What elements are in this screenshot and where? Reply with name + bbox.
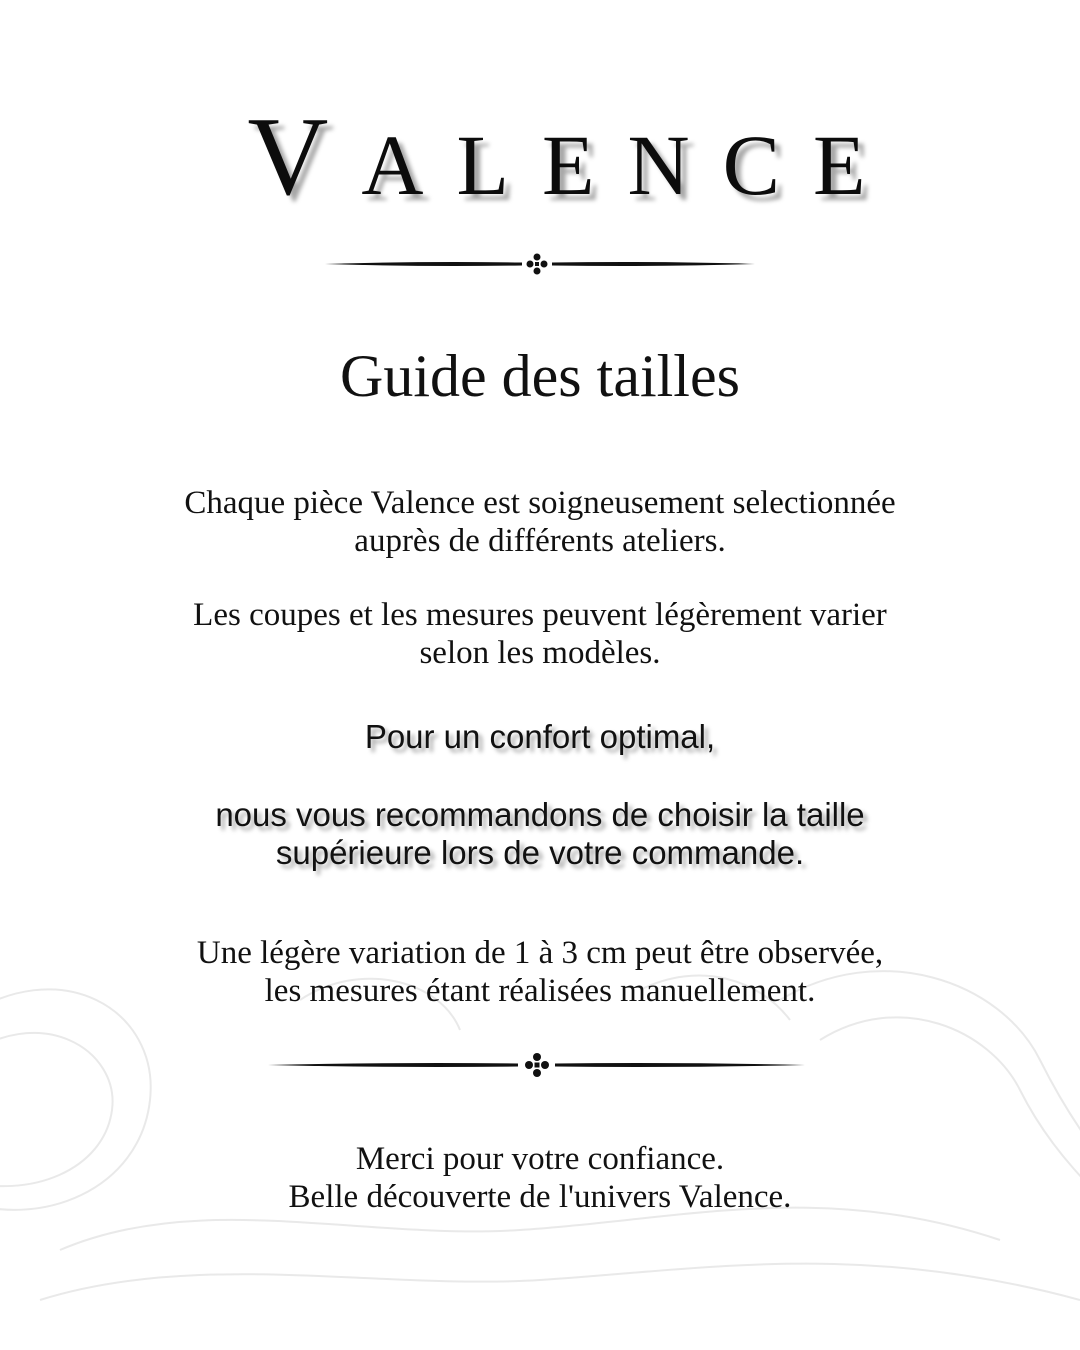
paragraph-line: Une légère variation de 1 à 3 cm peut être observée, xyxy=(196,935,884,971)
divider-bottom xyxy=(0,1050,1080,1080)
paragraph-comfort xyxy=(0,718,1080,756)
closing-line: Belle découverte de l'univers Valence. xyxy=(288,1179,792,1215)
brand-rest: ALENCE xyxy=(361,117,899,213)
closing-message xyxy=(0,1140,1080,1216)
paragraph-line: supérieure lors de votre commande. xyxy=(275,834,805,871)
page-title: Guide des tailles xyxy=(340,343,740,409)
brand-first-letter: V xyxy=(247,95,362,219)
paragraph-selection xyxy=(0,484,1080,560)
brand-logo xyxy=(0,92,1080,230)
paragraph-line: nous vous recommandons de choisir la taille xyxy=(215,796,865,833)
paragraph-measurement-variation xyxy=(0,934,1080,1010)
paragraph-line: selon les modèles. xyxy=(419,635,661,671)
closing-line: Merci pour votre confiance. xyxy=(355,1141,725,1177)
fleur-cross-ornament-icon xyxy=(525,1053,549,1077)
paragraph-recommendation xyxy=(0,796,1080,872)
divider-top xyxy=(0,249,1080,279)
paragraph-line: auprès de différents ateliers. xyxy=(354,523,726,559)
paragraph-line: Chaque pièce Valence est soigneusement selectionnée xyxy=(184,485,896,521)
fleur-cross-ornament-icon xyxy=(527,254,548,275)
paragraph-line: les mesures étant réalisées manuellement. xyxy=(264,973,816,1009)
paragraph-line: Pour un confort optimal, xyxy=(364,718,716,755)
paragraph-fit-variation xyxy=(0,596,1080,672)
paragraph-line: Les coupes et les mesures peuvent légèrement varier xyxy=(193,597,887,633)
